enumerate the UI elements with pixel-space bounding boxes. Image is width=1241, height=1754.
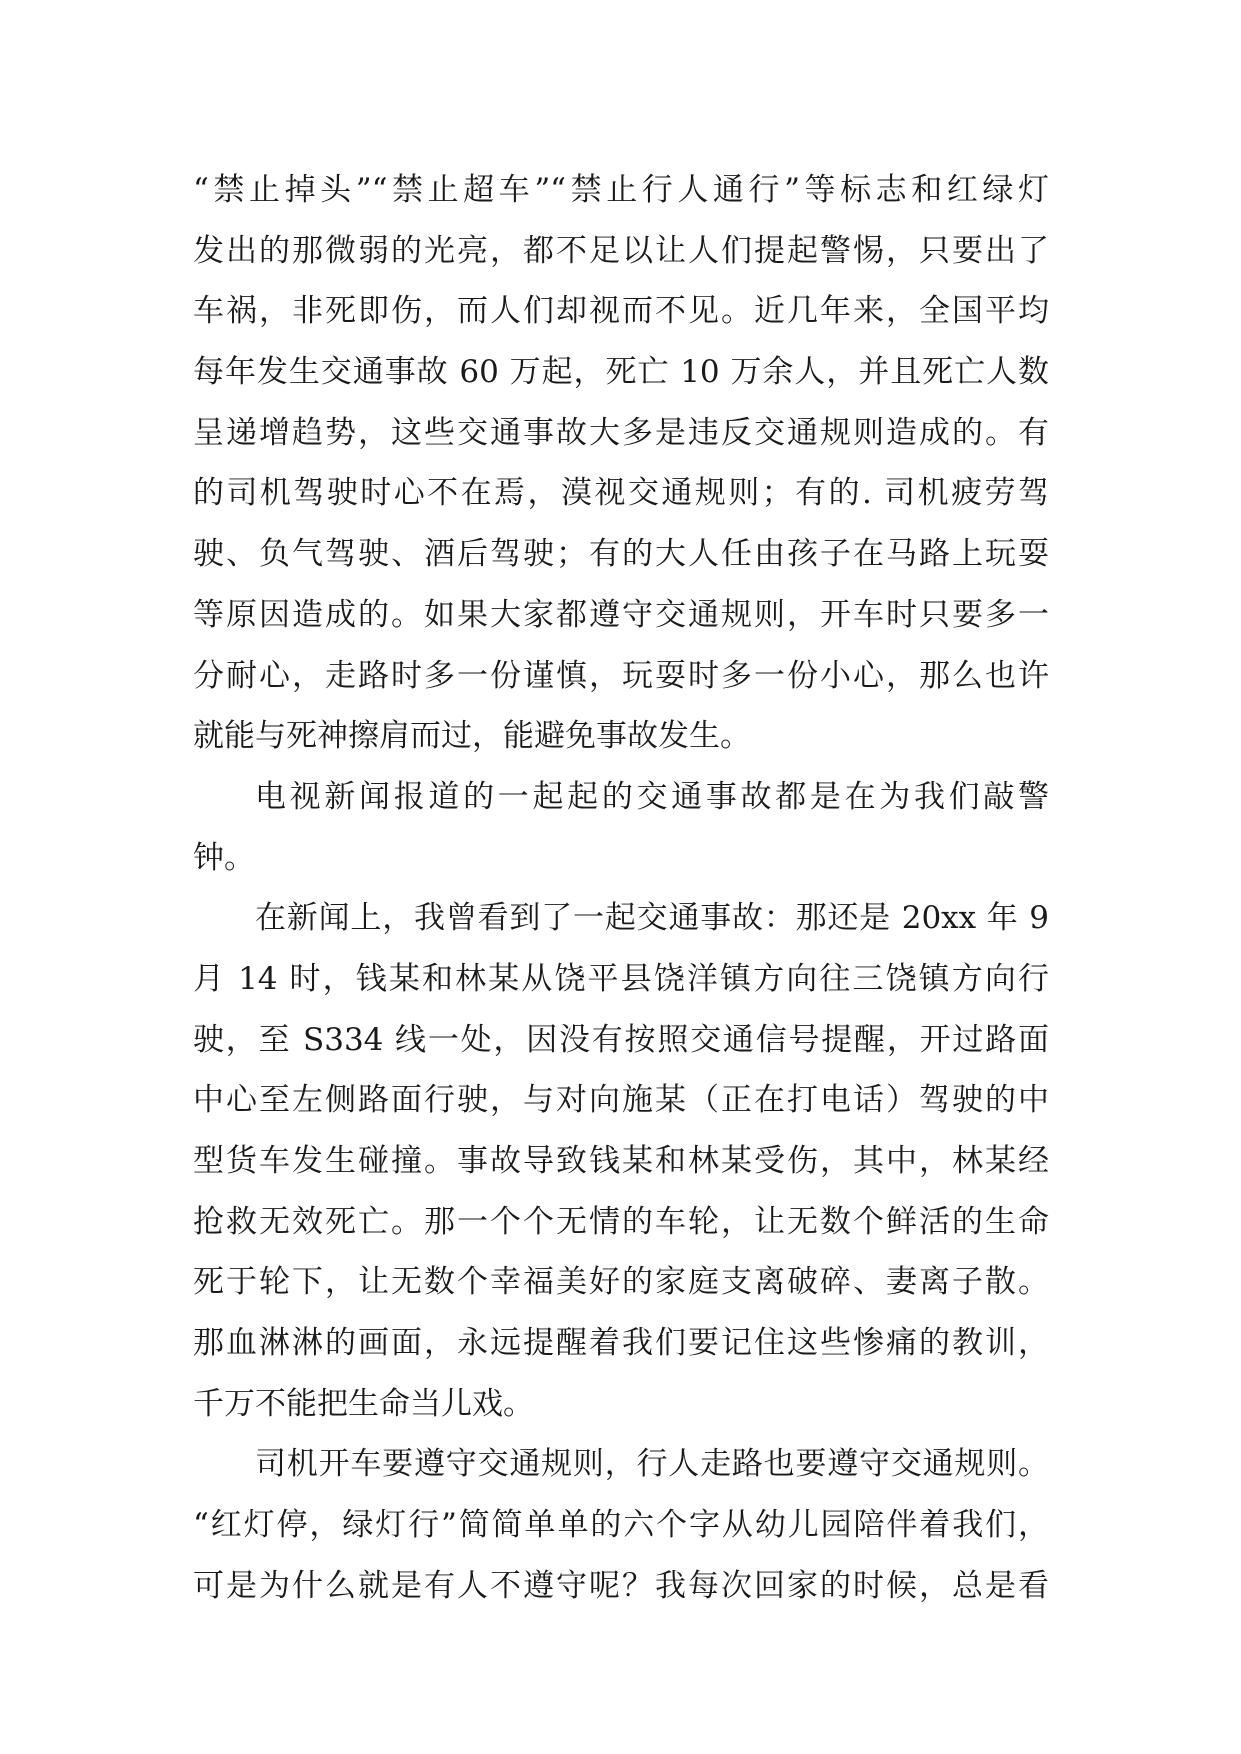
- text-line: 呈递增趋势，这些交通事故大多是违反交通规则造成的。有: [193, 414, 1049, 451]
- text-line: 可是为什么就是有人不遵守呢？我每次回家的时候，总是看: [193, 1567, 1049, 1604]
- text-line: 每年发生交通事故 60 万起，死亡 10 万余人，并且死亡人数: [193, 354, 1049, 391]
- text-line: 驶，至 S334 线一处，因没有按照交通信号提醒，开过路面: [193, 1021, 1049, 1058]
- text-line: 那血淋淋的画面，永远提醒着我们要记住这些惨痛的教训，: [193, 1325, 1049, 1362]
- text-line: 就能与死神擦肩而过，能避免事故发生。: [193, 718, 751, 755]
- text-line: 车祸，非死即伤，而人们却视而不见。近几年来，全国平均: [193, 293, 1049, 330]
- body-text: [193, 160, 1049, 1617]
- text-line: 钟。: [193, 839, 255, 876]
- text-line: 月 14 时，钱某和林某从饶平县饶洋镇方向往三饶镇方向行: [193, 960, 1049, 997]
- text-line: 型货车发生碰撞。事故导致钱某和林某受伤，其中，林某经: [193, 1143, 1049, 1179]
- text-line: 在新闻上，我曾看到了一起交通事故：那还是 20xx 年 9: [255, 900, 1049, 937]
- text-line: 电视新闻报道的一起起的交通事故都是在为我们敲警: [255, 778, 1049, 815]
- text-line: 千万不能把生命当儿戏。: [193, 1385, 534, 1422]
- text-line: 司机开车要遵守交通规则，行人走路也要遵守交通规则。: [255, 1446, 1049, 1483]
- text-line: 中心至左侧路面行驶，与对向施某（正在打电话）驾驶的中: [193, 1082, 1049, 1119]
- text-line: 的司机驾驶时心不在焉，漠视交通规则；有的. 司机疲劳驾: [193, 475, 1049, 512]
- text-line: “禁止掉头”“禁止超车”“禁止行人通行”等标志和红绿灯: [193, 172, 1049, 208]
- text-line: 死于轮下，让无数个幸福美好的家庭支离破碎、妻离子散。: [193, 1264, 1049, 1301]
- text-line: 等原因造成的。如果大家都遵守交通规则，开车时只要多一: [193, 596, 1049, 633]
- text-line: 驶、负气驾驶、酒后驾驶；有的大人任由孩子在马路上玩耍: [193, 536, 1049, 573]
- text-line: 分耐心，走路时多一份谨慎，玩耍时多一份小心，那么也许: [193, 657, 1049, 694]
- text-line: 抢救无效死亡。那一个个无情的车轮，让无数个鲜活的生命: [193, 1203, 1049, 1240]
- text-line: 发出的那微弱的光亮，都不足以让人们提起警惕，只要出了: [193, 232, 1049, 269]
- text-line: “红灯停，绿灯行”简简单单的六个字从幼儿园陪伴着我们，: [193, 1507, 1049, 1544]
